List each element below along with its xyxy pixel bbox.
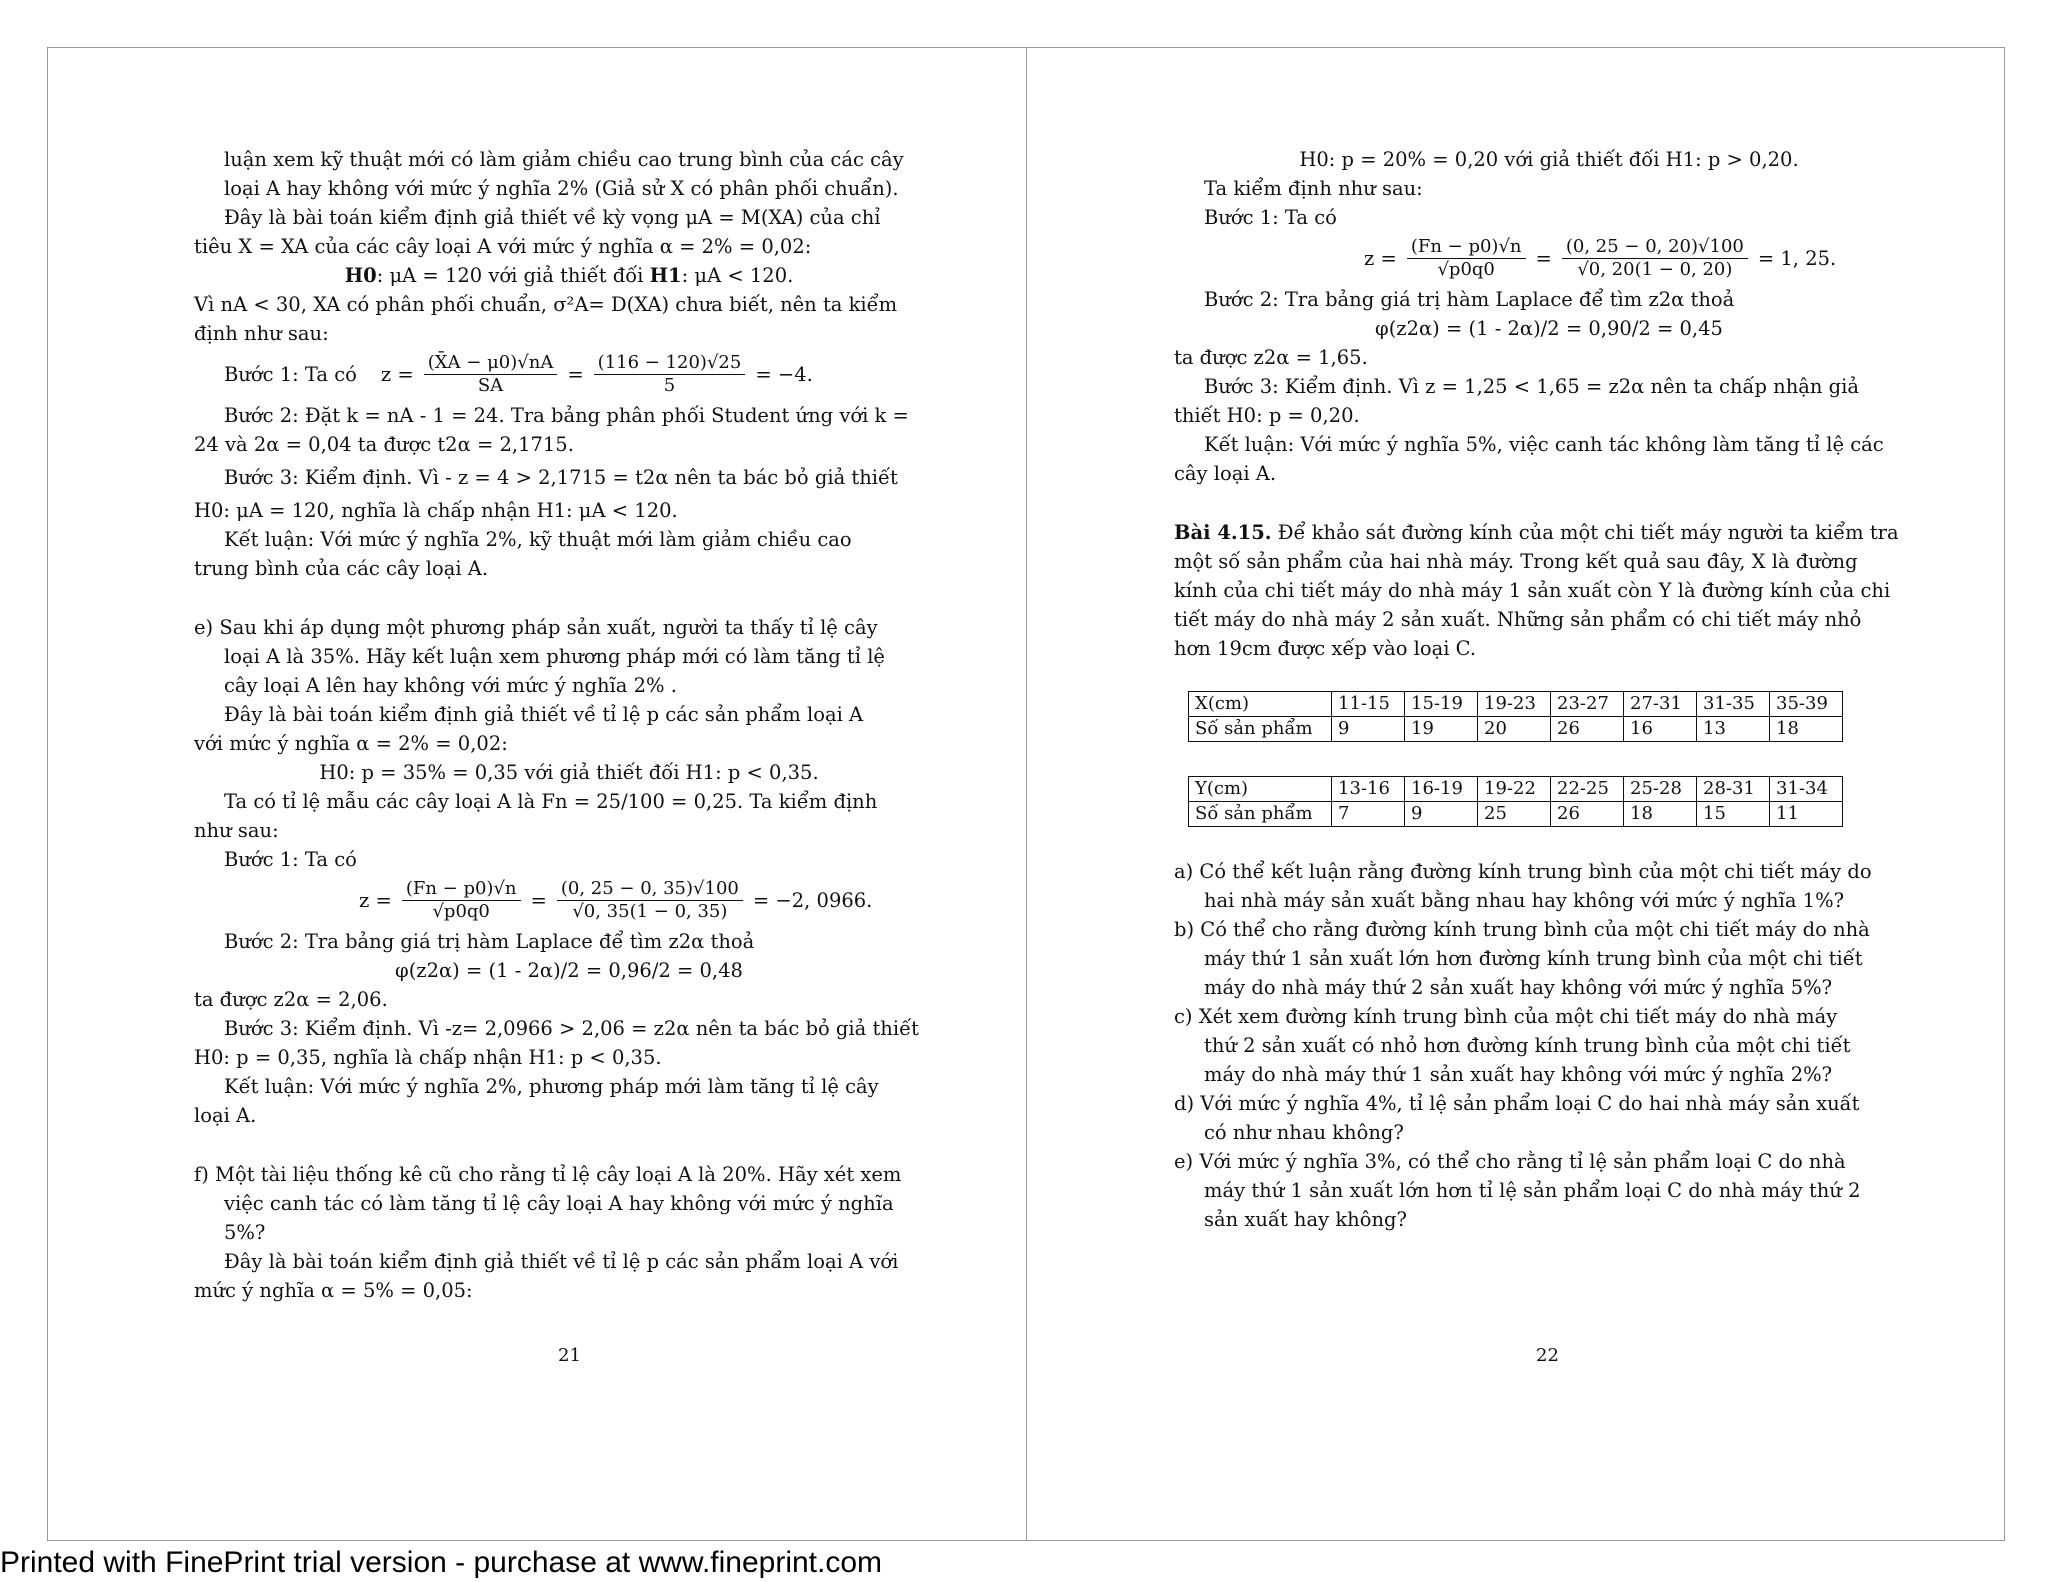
h0-label: H0: [344, 264, 377, 287]
text-line: với mức ý nghĩa α = 2% = 0,02:: [194, 732, 508, 755]
hypothesis-line: [194, 261, 944, 290]
table-cell: 7: [1332, 802, 1405, 827]
fraction: [1407, 236, 1526, 281]
formula-step1-f: [1174, 236, 1924, 281]
table-cell: Y(cm): [1189, 777, 1332, 802]
table-cell: 31-34: [1770, 777, 1843, 802]
denominator: √0, 35(1 − 0, 35): [572, 901, 728, 922]
text-line: 24 và 2α = 0,04 ta được t2α = 2,1715.: [194, 433, 574, 456]
table-cell: 23-27: [1551, 692, 1624, 717]
formula-eq: =: [567, 363, 584, 386]
step-label: Bước 1: Ta có: [1204, 206, 1337, 229]
table-cell: 16: [1624, 717, 1697, 742]
text-line: Bước 2: Tra bảng giá trị hàm Laplace để tìm z2α thoả: [1204, 288, 1735, 311]
denominator: √0, 20(1 − 0, 20): [1577, 259, 1733, 280]
table-cell: 26: [1551, 802, 1624, 827]
table-row: [1189, 777, 1843, 802]
text-line: Đây là bài toán kiểm định giả thiết về tỉ lệ p các sản phẩm loại A với: [224, 1250, 899, 1273]
table-cell: 20: [1478, 717, 1551, 742]
table-cell: 35-39: [1770, 692, 1843, 717]
table-cell: 25: [1478, 802, 1551, 827]
formula-eq: =: [1535, 247, 1552, 270]
text-line: Ta kiểm định như sau:: [1204, 177, 1423, 200]
text-line: Bước 3: Kiểm định. Vì z = 1,25 < 1,65 = z2α nên ta chấp nhận giả: [1204, 375, 1860, 398]
table-cell: X(cm): [1189, 692, 1332, 717]
numerator: (X̄A − μ0)√nA: [424, 352, 558, 375]
text-line: tiết máy do nhà máy 2 sản xuất. Những sản phẩm có chi tiết máy nhỏ: [1174, 608, 1862, 631]
table-cell: 26: [1551, 717, 1624, 742]
step-label: Bước 1: Ta có: [224, 363, 357, 386]
formula-result: = −4.: [755, 363, 813, 386]
table-cell: 18: [1770, 717, 1843, 742]
numerator: (0, 25 − 0, 20)√100: [1562, 236, 1748, 259]
table-cell: 16-19: [1405, 777, 1478, 802]
table-cell: 9: [1405, 802, 1478, 827]
table-cell: 11-15: [1332, 692, 1405, 717]
table-cell: 15-19: [1405, 692, 1478, 717]
table-cell: 27-31: [1624, 692, 1697, 717]
table-cell: 19-23: [1478, 692, 1551, 717]
page-divider: [1026, 47, 1027, 1541]
formula-result: = −2, 0966.: [752, 889, 873, 912]
numerator: (0, 25 − 0, 35)√100: [557, 878, 743, 901]
table-cell: 19-22: [1478, 777, 1551, 802]
text-line: loại A.: [194, 1104, 257, 1127]
table-cell: 19: [1405, 717, 1478, 742]
text-line: định như sau:: [194, 322, 329, 345]
fraction: [594, 352, 746, 397]
denominator: √p0q0: [1437, 259, 1495, 280]
question-line: sản xuất hay không?: [1204, 1208, 1407, 1231]
numerator: (Fn − p0)√n: [402, 878, 521, 901]
text-line: trung bình của các cây loại A.: [194, 557, 489, 580]
fraction: [402, 878, 521, 923]
table-cell: 18: [1624, 802, 1697, 827]
table-cell: 31-35: [1697, 692, 1770, 717]
text-line: H0: μA = 120, nghĩa là chấp nhận H1: μA < 120.: [194, 499, 678, 522]
denominator: SA: [477, 375, 504, 396]
formula-step1: [194, 352, 944, 397]
text-line: kính của chi tiết máy do nhà máy 1 sản xuất còn Y là đường kính của chi: [1174, 579, 1891, 602]
table-cell: 22-25: [1551, 777, 1624, 802]
text-line: Kết luận: Với mức ý nghĩa 5%, việc canh tác không làm tăng tỉ lệ các: [1204, 433, 1884, 456]
text-line: Bước 2: Đặt k = nA - 1 = 24. Tra bảng phân phối Student ứng với k =: [224, 404, 909, 427]
table-cell: Số sản phẩm: [1189, 717, 1332, 742]
text-line: tiêu X = XA của các cây loại A với mức ý nghĩa α = 2% = 0,02:: [194, 235, 812, 258]
question-line: máy do nhà máy thứ 2 sản xuất hay không với mức ý nghĩa 5%?: [1204, 976, 1833, 999]
denominator: √p0q0: [432, 901, 490, 922]
text-line: f) Một tài liệu thống kê cũ cho rằng tỉ lệ cây loại A là 20%. Hãy xét xem: [194, 1163, 902, 1186]
text-line: 5%?: [224, 1221, 266, 1244]
numerator: (116 − 120)√25: [594, 352, 746, 375]
h1-text: : μA < 120.: [681, 264, 794, 287]
table-cell: 28-31: [1697, 777, 1770, 802]
h0-text: : μA = 120 với giả thiết đối: [376, 264, 650, 287]
text-line: Bước 2: Tra bảng giá trị hàm Laplace để tìm z2α thoả: [224, 930, 755, 953]
question-line: máy thứ 1 sản xuất lớn hơn tỉ lệ sản phẩm loại C do nhà máy thứ 2: [1204, 1179, 1861, 1202]
table-cell: 11: [1770, 802, 1843, 827]
text-line: ta được z2α = 1,65.: [1174, 346, 1368, 369]
exercise-text: Để khảo sát đường kính của một chi tiết máy người ta kiểm tra: [1271, 521, 1899, 544]
hypothesis-line: H0: p = 20% = 0,20 với giả thiết đối H1: p > 0,20.: [1299, 148, 1799, 171]
text-line: Bước 3: Kiểm định. Vì -z= 2,0966 > 2,06 = z2α nên ta bác bỏ giả thiết: [224, 1017, 919, 1040]
table-y: [1188, 776, 1843, 827]
text-line: cây loại A lên hay không với mức ý nghĩa 2% .: [224, 674, 677, 697]
text-line: cây loại A.: [1174, 462, 1277, 485]
h1-label: H1: [649, 264, 682, 287]
text-line: mức ý nghĩa α = 5% = 0,05:: [194, 1279, 473, 1302]
text-line: luận xem kỹ thuật mới có làm giảm chiều cao trung bình của các cây: [224, 148, 904, 171]
question-line: d) Với mức ý nghĩa 4%, tỉ lệ sản phẩm loại C do hai nhà máy sản xuất: [1174, 1092, 1860, 1115]
question-line: b) Có thể cho rằng đường kính trung bình của một chi tiết máy do nhà: [1174, 918, 1870, 941]
question-line: e) Với mức ý nghĩa 3%, có thể cho rằng tỉ lệ sản phẩm loại C do nhà: [1174, 1150, 1846, 1173]
table-cell: 25-28: [1624, 777, 1697, 802]
text-line: e) Sau khi áp dụng một phương pháp sản xuất, người ta thấy tỉ lệ cây: [194, 616, 878, 639]
text-line: Đây là bài toán kiểm định giả thiết về kỳ vọng μA = M(XA) của chỉ: [224, 206, 881, 229]
text-line: Ta có tỉ lệ mẫu các cây loại A là Fn = 25/100 = 0,25. Ta kiểm định: [224, 790, 878, 813]
table-x: [1188, 691, 1843, 742]
text-line: ta được z2α = 2,06.: [194, 988, 388, 1011]
text-line: hơn 19cm được xếp vào loại C.: [1174, 637, 1477, 660]
table-row: [1189, 802, 1843, 827]
table-cell: 13-16: [1332, 777, 1405, 802]
formula-line: φ(z2α) = (1 - 2α)/2 = 0,90/2 = 0,45: [1375, 317, 1723, 340]
exercise-line: [1174, 518, 1924, 547]
text-line: Đây là bài toán kiểm định giả thiết về tỉ lệ p các sản phẩm loại A: [224, 703, 864, 726]
question-line: hai nhà máy sản xuất bằng nhau hay không với mức ý nghĩa 1%?: [1204, 889, 1845, 912]
table-row: [1189, 692, 1843, 717]
formula-step1-e: [194, 878, 944, 923]
fraction: [557, 878, 743, 923]
formula-line: φ(z2α) = (1 - 2α)/2 = 0,96/2 = 0,48: [395, 959, 743, 982]
text-line: loại A hay không với mức ý nghĩa 2% (Giả sử X có phân phối chuẩn).: [224, 177, 899, 200]
page-number-right: 22: [1536, 1345, 1559, 1366]
question-line: thứ 2 sản xuất có nhỏ hơn đường kính trung bình của một chi tiết: [1204, 1034, 1851, 1057]
formula-z: z =: [1364, 247, 1397, 270]
text-line: Vì nA < 30, XA có phân phối chuẩn, σ²A= D(XA) chưa biết, nên ta kiểm: [194, 293, 898, 316]
hypothesis-line: H0: p = 35% = 0,35 với giả thiết đối H1: p < 0,35.: [319, 761, 819, 784]
right-page: [1174, 145, 1924, 1234]
text-line: Bước 3: Kiểm định. Vì - z = 4 > 2,1715 = t2α nên ta bác bỏ giả thiết: [224, 466, 898, 489]
denominator: 5: [663, 375, 676, 396]
numerator: (Fn − p0)√n: [1407, 236, 1526, 259]
question-line: a) Có thể kết luận rằng đường kính trung bình của một chi tiết máy do: [1174, 860, 1872, 883]
table-cell: Số sản phẩm: [1189, 802, 1332, 827]
question-line: máy do nhà máy thứ 1 sản xuất hay không với mức ý nghĩa 2%?: [1204, 1063, 1833, 1086]
text-line: loại A là 35%. Hãy kết luận xem phương pháp mới có làm tăng tỉ lệ: [224, 645, 885, 668]
step-label: Bước 1: Ta có: [224, 848, 357, 871]
page-number-left: 21: [558, 1345, 581, 1366]
text-line: thiết H0: p = 0,20.: [1174, 404, 1360, 427]
text-line: H0: p = 0,35, nghĩa là chấp nhận H1: p < 0,35.: [194, 1046, 662, 1069]
text-line: một số sản phẩm của hai nhà máy. Trong kết quả sau đây, X là đường: [1174, 550, 1858, 573]
left-page: [194, 145, 944, 1305]
fraction: [424, 352, 558, 397]
text-line: Kết luận: Với mức ý nghĩa 2%, kỹ thuật mới làm giảm chiều cao: [224, 528, 852, 551]
text-line: việc canh tác có làm tăng tỉ lệ cây loại A hay không với mức ý nghĩa: [224, 1192, 894, 1215]
table-cell: 9: [1332, 717, 1405, 742]
table-row: [1189, 717, 1843, 742]
question-line: máy thứ 1 sản xuất lớn hơn đường kính trung bình của một chi tiết: [1204, 947, 1863, 970]
exercise-title: Bài 4.15.: [1174, 521, 1272, 544]
table-cell: 13: [1697, 717, 1770, 742]
text-line: Kết luận: Với mức ý nghĩa 2%, phương pháp mới làm tăng tỉ lệ cây: [224, 1075, 879, 1098]
fineprint-footer: Printed with FinePrint trial version - purchase at www.fineprint.com: [0, 1546, 883, 1579]
question-line: có như nhau không?: [1204, 1121, 1404, 1144]
text-line: như sau:: [194, 819, 279, 842]
formula-z: z =: [380, 363, 414, 386]
formula-z: z =: [359, 889, 392, 912]
question-line: c) Xét xem đường kính trung bình của một chi tiết máy do nhà máy: [1174, 1005, 1838, 1028]
fraction: [1562, 236, 1748, 281]
formula-result: = 1, 25.: [1757, 247, 1837, 270]
formula-eq: =: [530, 889, 547, 912]
table-cell: 15: [1697, 802, 1770, 827]
